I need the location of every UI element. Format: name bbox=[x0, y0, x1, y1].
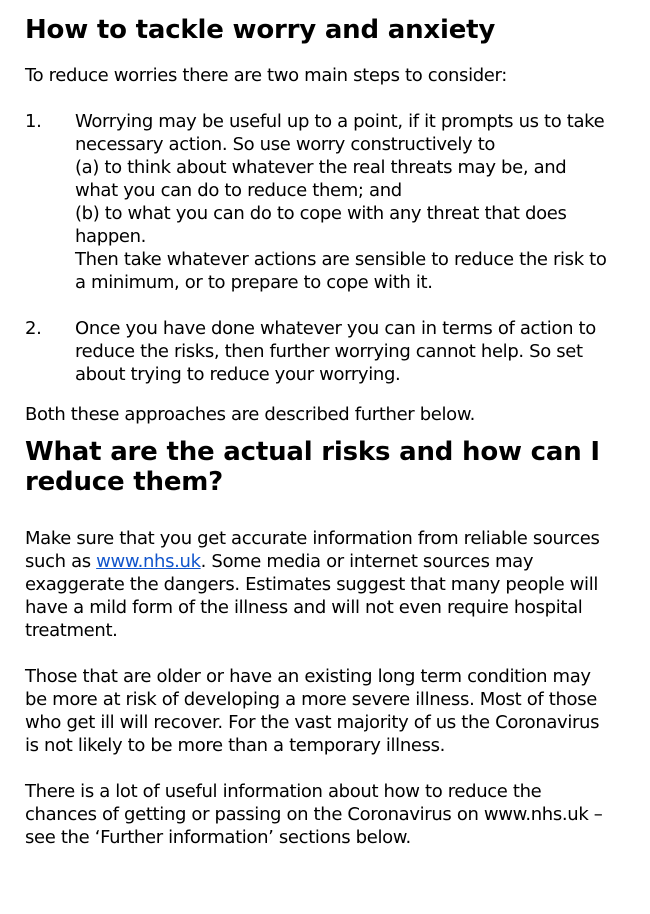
steps-list bbox=[25, 110, 610, 386]
step-line: Then take whatever actions are sensible to reduce the risk to a minimum, or to prepare to cope with it. bbox=[75, 249, 607, 293]
step-line: Once you have done whatever you can in terms of action to reduce the risks, then further worrying cannot help. So set about trying to reduce your worrying. bbox=[75, 318, 596, 385]
step-line: (b) to what you can do to cope with any threat that does happen. bbox=[75, 203, 567, 247]
step-line: Worrying may be useful up to a point, if it prompts us to take necessary action. So use worry constructively to bbox=[75, 111, 605, 155]
heading-tackle-worry: How to tackle worry and anxiety bbox=[25, 15, 496, 45]
step-body bbox=[75, 317, 610, 386]
heading-actual-risks: What are the actual risks and how can I reduce them? bbox=[25, 437, 600, 497]
step-item-2 bbox=[25, 317, 610, 386]
paragraph-text-after-link: . Some media or internet sources may exaggerate the dangers. Estimates suggest that many people will have a mild form of the illness and will not even require hospital treatment. bbox=[25, 551, 599, 641]
nhs-link[interactable]: www.nhs.uk bbox=[96, 551, 201, 572]
step-number: 2. bbox=[25, 318, 42, 339]
both-approaches-text: Both these approaches are described further below. bbox=[25, 404, 475, 425]
step-item-1 bbox=[25, 110, 610, 294]
paragraph-older-risk: Those that are older or have an existing long term condition may be more at risk of developing a more severe illness. Most of those who get ill will recover. For the vast majority of us the Coronavirus is not likely to be more than a temporary illness. bbox=[25, 666, 600, 756]
step-body bbox=[75, 110, 610, 294]
step-line: (a) to think about whatever the real threats may be, and what you can do to reduce them; and bbox=[75, 157, 567, 201]
step-number: 1. bbox=[25, 111, 42, 132]
intro-text: To reduce worries there are two main steps to consider: bbox=[25, 65, 507, 86]
paragraph-reliable-sources bbox=[25, 527, 610, 642]
paragraph-useful-information: There is a lot of useful information about how to reduce the chances of getting or passing on the Coronavirus on www.nhs.uk – see the ‘Further information’ sections below. bbox=[25, 781, 603, 848]
paragraph-text-before-link: Make sure that you get accurate information from reliable sources such as bbox=[25, 528, 600, 572]
